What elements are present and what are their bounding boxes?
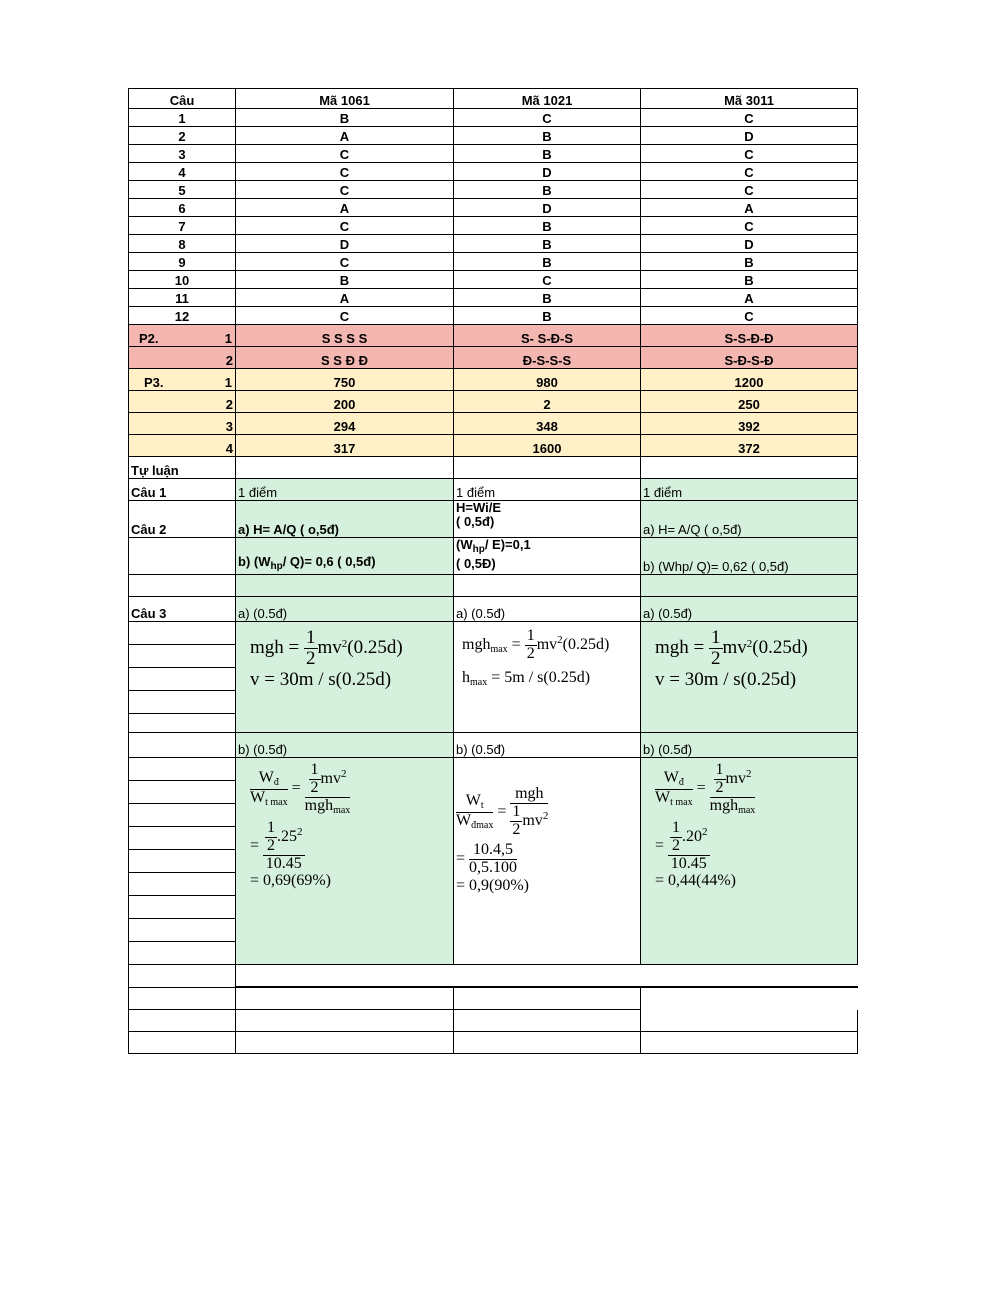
cau2-1021-a [454,501,641,538]
eq-rhs: mv [317,636,342,658]
frac-den [710,798,756,817]
ratio-result: = 0,9(90%) [456,876,530,894]
ratio-result: = 0,69(69%) [250,872,332,890]
frac-den [510,804,548,839]
answer-3011: C [641,163,858,181]
empty-cell [236,1032,454,1054]
cau1-1021: 1 điểm [454,479,641,501]
answer-1021: C [454,271,641,289]
cau2-1021-b [454,538,641,575]
cau2-1061-b-post: / Q)= 0,6 ( 0,5đ) [282,554,376,569]
sub: đmax [471,819,494,831]
empty-cell [641,1032,858,1054]
empty-cell [129,987,236,1010]
ratio-equation: $\frac{W_t}{W_{đmax}}$ = mgh $\frac{1}{2}$ $mv^2$ [456,785,549,838]
spacer-row [129,575,858,597]
p3-answer-3011: 372 [641,435,858,457]
eq-lhs: mgh = [655,636,705,658]
empty-cell [641,1010,858,1032]
half [309,762,321,797]
table-row [129,235,858,253]
frac-num: mgh [510,786,548,804]
answer-key-table [128,88,858,1054]
p3-answer-3011: 392 [641,413,858,435]
answer-1021: D [454,199,641,217]
cau3-3011-b-math [641,758,858,965]
eq-h-rest: = 5m / s(0.25d) [487,668,591,686]
sq: 2 [745,767,752,780]
p3-answer-1021: 980 [454,369,641,391]
answer-1061: A [236,127,454,145]
cau2-1061-b-pre: b) (W [238,554,271,569]
p2-answer-1061: S S Đ Đ [236,347,454,369]
cau3-3011-b-title: b) (0.5đ) [641,733,858,758]
answer-1061: B [236,271,454,289]
sym: mv [320,769,341,787]
cau1-3011: 1 điểm [641,479,858,501]
answer-1061: C [236,181,454,199]
ratio-lhs [655,770,693,808]
p2-answer-3011: S-S-Đ-Đ [641,325,858,347]
empty-cell [129,1010,236,1032]
half [714,762,726,797]
header-row [129,89,858,109]
p3-row [129,413,858,435]
question-number: 3 [129,145,236,163]
fraction-half [304,628,318,669]
answer-3011: C [641,145,858,163]
cau3-1061-b-title: b) (0.5đ) [236,733,454,758]
answer-1061: A [236,199,454,217]
answer-1021: B [454,253,641,271]
ratio-rhs [305,762,351,816]
answer-1061: C [236,307,454,325]
fraction-half [709,628,723,669]
ratio-rhs [510,786,548,838]
eq-rhs: mv [536,635,558,653]
equation-energy [643,628,855,669]
value-frac [469,842,517,877]
answer-1061: C [236,163,454,181]
answer-1021: B [454,217,641,235]
cau1-1061: 1 điểm [236,479,454,501]
p2-item-number: 1 [224,331,232,346]
sym: W [250,788,266,806]
cau2-1061-a: a) H= A/Q ( o,5đ) [236,501,454,538]
cau1-label: Câu 1 [129,479,236,501]
table-row [129,271,858,289]
cau3-1021-a-title: a) (0.5đ) [454,597,641,622]
cau2-row-b [129,538,858,575]
n: 1 [715,761,724,778]
sub: đ [273,777,279,789]
question-number: 8 [129,235,236,253]
frac-num [668,820,710,856]
empty-cell [454,987,641,1010]
header-ma-1021: Mã 1021 [454,89,641,109]
n: 1 [512,802,521,820]
frac-num [710,762,756,798]
cau3-1061-b-math [236,758,454,965]
p3-answer-1021: 1600 [454,435,641,457]
sym: mv [522,811,543,829]
cau3-1021-b-math [454,758,641,965]
empty-cell [454,575,641,597]
ratio-value: = $\frac{10.4,5}{0,5.100}$ [456,841,518,877]
ratio-value: = $\frac{1}{2}$ $.20^2$ 10.45 [655,819,708,872]
cau2-1021-b-line2: ( 0,5Đ) [456,556,496,571]
cau2-1021-b-sub: hp [472,544,485,555]
p2-item-number: 2 [129,347,236,369]
cau3-math-a-row [129,622,858,733]
empty-cell [454,1010,641,1032]
cau1-row [129,479,858,501]
p2-answer-1021: S- S-Đ-S [454,325,641,347]
answer-3011: B [641,253,858,271]
cau3-1061-a-title: a) (0.5đ) [236,597,454,622]
v: .20 [682,828,703,846]
frac-num [456,793,493,813]
frac-den [655,790,693,809]
p3-answer-3011: 1200 [641,369,858,391]
sub: đ [678,777,684,789]
header-cau: Câu [129,89,236,109]
answer-1021: B [454,127,641,145]
answer-1061: C [236,217,454,235]
sym: mv [725,769,746,787]
frac-num [655,770,693,790]
table-row [129,307,858,325]
p3-answer-1021: 348 [454,413,641,435]
cau2-1061-b-sub: hp [270,561,283,572]
p3-answer-1021: 2 [454,391,641,413]
table-row [129,289,858,307]
cau3-1021-b-title: b) (0.5đ) [454,733,641,758]
half [670,820,682,855]
eq-sq: 2 [341,637,348,650]
frac-den: 2 [711,647,721,669]
n: 1 [672,819,681,837]
cau2-1021-b-post: / E)=0,1 [484,537,531,552]
frac-den: 10.45 [265,854,302,872]
frac-den: 2 [526,644,535,662]
equation-velocity: v = 30m / s(0.25d) [250,668,392,690]
equation-velocity: v = 30m / s(0.25d) [655,668,797,690]
d: 2 [672,836,681,854]
header-ma-1061: Mã 1061 [236,89,454,109]
answer-3011: A [641,289,858,307]
eq-sq: 2 [746,637,753,650]
p3-item-number: 3 [129,413,236,435]
p3-answer-3011: 250 [641,391,858,413]
frac-den: 0,5.100 [469,859,518,877]
p2-answer-3011: S-Đ-S-Đ [641,347,858,369]
ratio-lhs [250,770,288,808]
p3-label: P3. [144,375,164,390]
table-row [129,127,858,145]
sub: t max [265,796,288,808]
cau2-1021-b-line1 [456,538,638,557]
cau3-3011-a-title: a) (0.5đ) [641,597,858,622]
v: .25 [277,828,298,846]
answer-3011: C [641,181,858,199]
answer-1021: B [454,145,641,163]
half [510,804,522,839]
empty-row [129,1010,858,1032]
sq: 2 [702,826,708,839]
frac-num: 10.4,5 [469,842,517,860]
frac-den [456,813,493,832]
sq: 2 [542,809,549,822]
essay-header-row [129,457,858,479]
p3-answer-1061: 294 [236,413,454,435]
table-row [129,145,858,163]
table-row [129,217,858,235]
p3-item-number: 2 [129,391,236,413]
fraction-half [525,628,537,663]
empty-cell [236,987,454,1010]
empty-row [129,987,858,1010]
cau2-row-a [129,501,858,538]
table-row [129,199,858,217]
cau2-1021-a-line2: ( 0,5đ) [456,514,495,529]
p2-answer-1021: Đ-S-S-S [454,347,641,369]
eq-lhs: mgh [462,635,491,653]
sym: W [663,769,679,787]
cau2-1021-b-pre: (W [456,537,473,552]
empty-cell [236,457,454,479]
empty-cell [641,987,858,1010]
answer-1061: D [236,235,454,253]
answer-1021: B [454,235,641,253]
frac-num [250,770,288,790]
eq-pts: (0.25d) [562,635,610,653]
half [265,820,277,855]
d: 2 [267,836,276,854]
equation-energy [238,628,451,669]
cau3-math-b-row [129,758,858,965]
answer-1021: B [454,181,641,199]
answer-1061: C [236,145,454,163]
ratio-equation: $\frac{W_đ}{W_{t max}}$ = $\frac{1}{2}$ $mv^2$ mgh$_{max}$ [655,761,756,816]
cau3-label: Câu 3 [129,597,236,622]
ratio-result: = 0,44(44%) [655,872,737,890]
d: 2 [715,778,724,796]
sym: W [465,792,481,810]
answer-1021: C [454,109,641,127]
sub: max [738,804,756,816]
frac-num [263,820,305,856]
frac-den: 10.45 [670,854,707,872]
eq-lhs: mgh = [250,636,300,658]
equation-energy-max: mgh$_{max}$ = $\frac{1}{2}$ $mv^2(0.25d)$ [462,627,610,662]
question-number: 9 [129,253,236,271]
frac-num: 1 [711,627,721,648]
p2-label-cell [129,325,236,347]
table-row [129,163,858,181]
sub: t [480,800,484,812]
empty-cell [236,965,858,988]
eq-sub: max [490,643,508,655]
cau3-1061-a-math [236,622,454,733]
p3-answer-1061: 750 [236,369,454,391]
question-number: 1 [129,109,236,127]
cau2-3011-b: b) (Whp/ Q)= 0,62 ( 0,5đ) [641,538,858,575]
p3-answer-1061: 317 [236,435,454,457]
frac-den [305,798,351,817]
table-row [129,253,858,271]
ratio-value: = $\frac{1}{2}$ $.25^2$ 10.45 [250,819,303,872]
empty-cell [129,965,236,988]
sym: mgh [709,796,739,814]
ratio-lhs [456,793,493,831]
n: 1 [267,819,276,837]
frac-num: 1 [526,627,535,644]
cau3-row-b [129,733,858,758]
p2-row [129,347,858,369]
empty-cell [236,1010,454,1032]
empty-cell [129,538,236,575]
answer-3011: A [641,199,858,217]
empty-row [129,1032,858,1054]
empty-cell [129,1032,236,1054]
essay-label: Tự luận [129,457,236,479]
frac-den [250,790,288,809]
question-number: 5 [129,181,236,199]
sub: max [333,804,351,816]
cau3-row-a [129,597,858,622]
empty-cell [129,733,236,758]
empty-cell [454,457,641,479]
p2-answer-1061: S S S S [236,325,454,347]
sym: W [456,811,472,829]
answer-3011: C [641,109,858,127]
value-frac [668,820,710,872]
p3-item-number: 1 [224,375,232,390]
answer-3011: C [641,217,858,235]
answer-3011: D [641,235,858,253]
header-ma-3011: Mã 3011 [641,89,858,109]
cau2-3011-a: a) H= A/Q ( o,5đ) [641,501,858,538]
answer-1021: D [454,163,641,181]
equation-height [456,668,638,690]
answer-1061: C [236,253,454,271]
cau2-label: Câu 2 [129,501,236,538]
empty-cell [129,622,236,733]
p3-label-cell [129,369,236,391]
p3-row [129,435,858,457]
eq-h-sub: max [470,676,488,688]
answer-3011: C [641,307,858,325]
p3-item-number: 4 [129,435,236,457]
cau2-1061-b [236,538,454,575]
frac-den: 2 [306,647,316,669]
cau3-1021-a-math [454,622,641,733]
empty-cell [236,575,454,597]
empty-row [129,965,858,988]
answer-3011: D [641,127,858,145]
question-number: 7 [129,217,236,235]
eq-rhs: mv [722,636,747,658]
question-number: 4 [129,163,236,181]
ratio-equation: $\frac{W_đ}{W_{t max}}$ = $\frac{1}{2}$ $mv^2$ mgh$_{max}$ [250,761,351,816]
n: 1 [310,761,319,778]
answer-3011: B [641,271,858,289]
p3-answer-1061: 200 [236,391,454,413]
d: 2 [310,778,319,796]
frac-num [305,762,351,798]
question-number: 12 [129,307,236,325]
d: 2 [512,820,521,838]
p2-row [129,325,858,347]
p3-row [129,391,858,413]
sq: 2 [297,826,303,839]
answer-1021: B [454,289,641,307]
empty-cell [641,575,858,597]
sym: mgh [304,796,334,814]
question-number: 6 [129,199,236,217]
p2-label: P2. [139,331,159,346]
answer-1061: A [236,289,454,307]
answer-1021: B [454,307,641,325]
empty-cell [454,1032,641,1054]
eq-pts: (0.25d) [347,636,403,658]
empty-cell [641,457,858,479]
sym: W [655,788,671,806]
ratio-rhs [710,762,756,816]
table-row [129,181,858,199]
frac-num: 1 [306,627,316,648]
eq-pts: (0.25d) [752,636,808,658]
cau2-1021-a-line1: H=Wi/E [456,500,502,515]
empty-cell [129,575,236,597]
value-frac [263,820,305,872]
empty-cell [129,758,236,965]
sub: t max [670,796,693,808]
sq: 2 [340,767,347,780]
sym: W [258,769,274,787]
cau3-3011-a-math [641,622,858,733]
question-number: 2 [129,127,236,145]
answer-1061: B [236,109,454,127]
eq-h: h [462,668,470,686]
question-number: 11 [129,289,236,307]
question-number: 10 [129,271,236,289]
table-row [129,109,858,127]
p3-row [129,369,858,391]
eq-sq: 2 [557,633,563,646]
